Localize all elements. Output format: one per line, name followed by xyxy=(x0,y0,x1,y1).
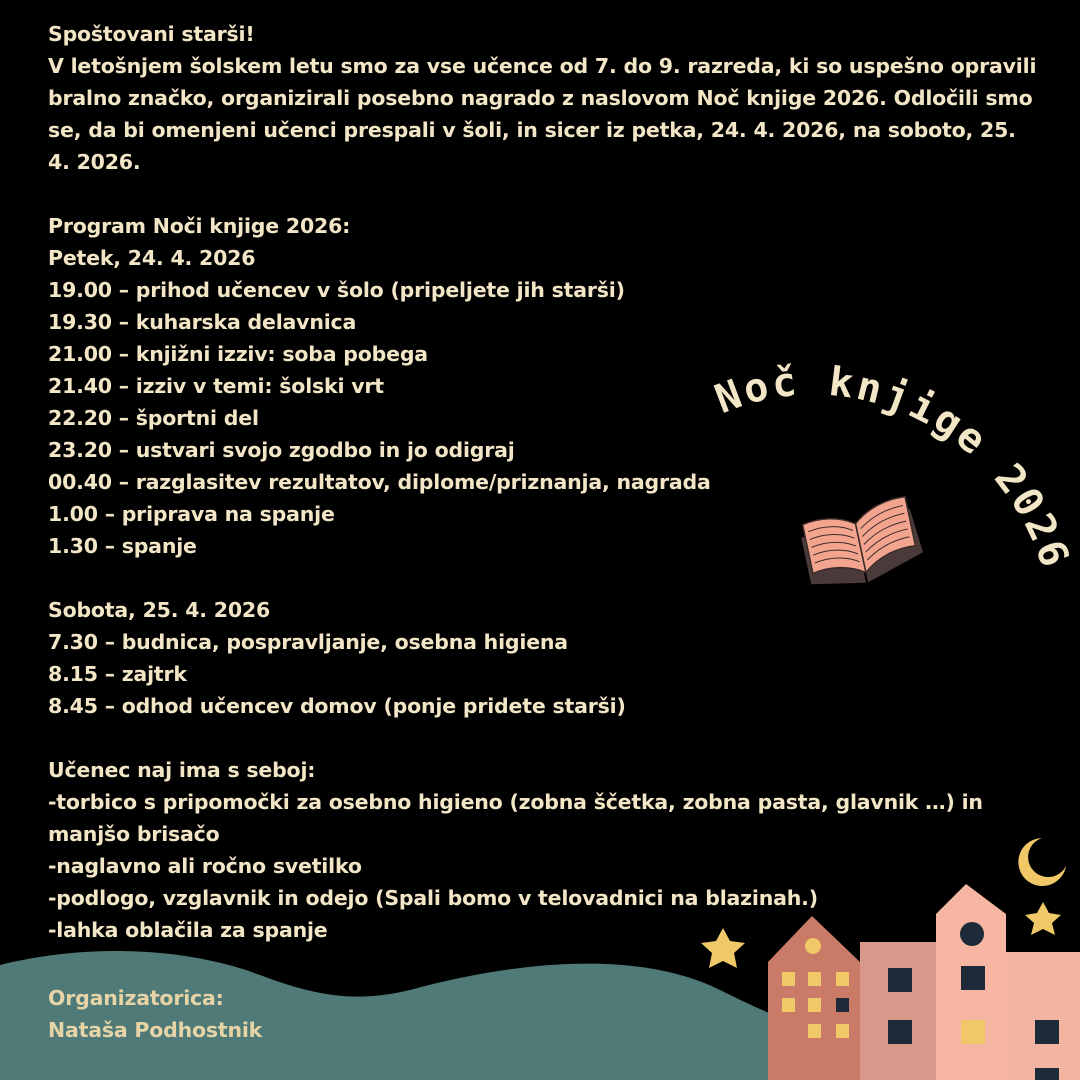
book-icon xyxy=(797,495,926,594)
badge-title-path: Noč knjige 2026 xyxy=(709,358,1079,576)
schedule-item: 19.00 – prihod učencev v šolo (pripeljete jih starši) xyxy=(48,278,625,302)
packing-heading: Učenec naj ima s seboj: xyxy=(48,758,316,782)
schedule-item: 23.20 – ustvari svojo zgodbo in jo odigraj xyxy=(48,438,515,462)
organizer-name: Nataša Podhostnik xyxy=(48,1018,263,1042)
schedule-item: 8.45 – odhod učencev domov (ponje pridete starši) xyxy=(48,694,626,718)
schedule-item: 1.00 – priprava na spanje xyxy=(48,502,335,526)
star-icon xyxy=(701,928,745,968)
organizer-label: Organizatorica: xyxy=(48,986,224,1010)
schedule-item: 00.40 – razglasitev rezultatov, diplome/priznanja, nagrada xyxy=(48,470,711,494)
schedule-item: 22.20 – športni del xyxy=(48,406,259,430)
saturday-heading: Sobota, 25. 4. 2026 xyxy=(48,598,271,622)
packing-item: -torbico s pripomočki za osebno higieno (zobna ščetka, zobna pasta, glavnik …) in manjšo brisačo xyxy=(48,790,983,846)
schedule-item: 8.15 – zajtrk xyxy=(48,662,187,686)
town-buildings xyxy=(768,884,1080,1080)
intro-paragraph: V letošnjem šolskem letu smo za vse učence od 7. do 9. razreda, ki so uspešno opravili bralno značko, organizirali posebno nagrado z naslovom Noč knjige 2026. Odločili smo se, da bi omenjeni učenci prespali v šoli, in sicer iz petka, 24. 4. 2026, na soboto, 25. 4. 2026. xyxy=(48,54,1037,174)
schedule-item: 1.30 – spanje xyxy=(48,534,197,558)
packing-item: -lahka oblačila za spanje xyxy=(48,918,328,942)
schedule-item: 19.30 – kuharska delavnica xyxy=(48,310,357,334)
schedule-item: 21.40 – izziv v temi: šolski vrt xyxy=(48,374,384,398)
organizer-block xyxy=(48,982,262,1046)
schedule-item: 7.30 – budnica, pospravljanje, osebna higiena xyxy=(48,630,568,654)
friday-heading: Petek, 24. 4. 2026 xyxy=(48,246,256,270)
moon-icon xyxy=(1018,838,1066,886)
schedule-item: 21.00 – knjižni izziv: soba pobega xyxy=(48,342,428,366)
packing-item: -podlogo, vzglavnik in odejo (Spali bomo v telovadnici na blazinah.) xyxy=(48,886,818,910)
star-icon xyxy=(1025,902,1061,935)
greeting: Spoštovani starši! xyxy=(48,22,255,46)
program-title: Program Noči knjige 2026: xyxy=(48,214,351,238)
packing-item: -naglavno ali ročno svetilko xyxy=(48,854,362,878)
